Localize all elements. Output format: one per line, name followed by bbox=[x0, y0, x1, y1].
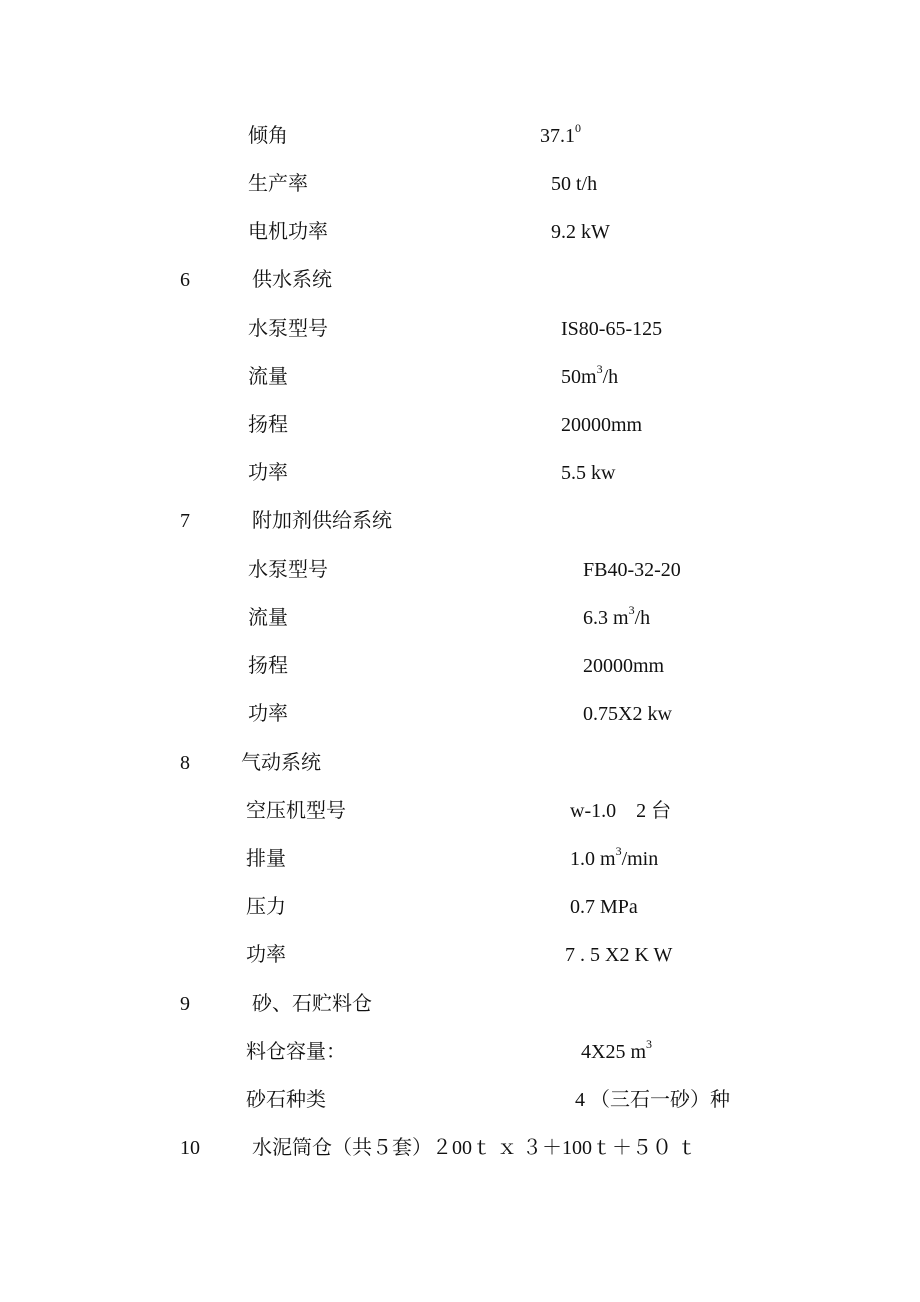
row-value: 0.75X2 kw bbox=[583, 703, 672, 725]
section-heading: 水泥筒仓（共５套）２00ｔ ｘ ３＋100ｔ＋５０ ｔ bbox=[252, 1137, 697, 1159]
row-value: w-1.0 2 台 bbox=[570, 800, 672, 822]
value-superscript: 0 bbox=[575, 121, 581, 136]
section-number: 6 bbox=[180, 269, 190, 291]
row-label: 砂石种类 bbox=[246, 1089, 326, 1111]
value-unit: /min bbox=[621, 848, 659, 870]
row-value: 9.2 kW bbox=[551, 221, 610, 243]
section-heading: 砂、石贮料仓 bbox=[252, 993, 372, 1015]
value-superscript: 3 bbox=[596, 362, 603, 377]
section-number: 7 bbox=[180, 510, 190, 532]
row-value bbox=[581, 1037, 652, 1064]
row-value bbox=[570, 844, 659, 871]
row-value bbox=[540, 121, 581, 148]
row-value: FB40-32-20 bbox=[583, 559, 681, 581]
value-text: 6.3 m bbox=[583, 607, 629, 629]
row-label: 扬程 bbox=[248, 414, 288, 436]
row-label: 流量 bbox=[248, 607, 288, 629]
row-value: 4 （三石一砂）种 bbox=[575, 1089, 730, 1111]
row-label: 料仓容量： bbox=[246, 1041, 346, 1063]
value-text: 4X25 m bbox=[581, 1041, 646, 1063]
section-heading: 气动系统 bbox=[241, 752, 321, 774]
value-superscript: 3 bbox=[615, 844, 622, 859]
row-label: 倾角 bbox=[248, 125, 288, 147]
value-superscript: 3 bbox=[646, 1037, 652, 1052]
section-heading: 供水系统 bbox=[252, 269, 332, 291]
row-value bbox=[583, 603, 651, 630]
row-label: 水泵型号 bbox=[248, 318, 328, 340]
row-label: 功率 bbox=[248, 462, 288, 484]
row-label: 扬程 bbox=[248, 655, 288, 677]
row-value: 5.5 kw bbox=[561, 462, 616, 484]
row-label: 流量 bbox=[248, 366, 288, 388]
row-value: 20000mm bbox=[583, 655, 665, 677]
row-label: 功率 bbox=[246, 944, 286, 966]
row-label: 功率 bbox=[248, 703, 288, 725]
row-label: 生产率 bbox=[248, 173, 308, 195]
row-label: 排量 bbox=[246, 848, 286, 870]
value-text: 1.0 m bbox=[570, 848, 616, 870]
row-value: 50 t/h bbox=[551, 173, 598, 195]
row-value: IS80-65-125 bbox=[561, 318, 663, 340]
section-number: 10 bbox=[180, 1137, 200, 1159]
row-value bbox=[561, 362, 619, 389]
section-number: 8 bbox=[180, 752, 190, 774]
row-label: 电机功率 bbox=[248, 221, 328, 243]
row-value: 7 . 5 X2 K W bbox=[565, 944, 673, 966]
value-unit: /h bbox=[634, 607, 651, 629]
value-unit: /h bbox=[602, 366, 619, 388]
row-label: 压力 bbox=[246, 896, 286, 918]
section-heading: 附加剂供给系统 bbox=[252, 510, 392, 532]
row-label: 水泵型号 bbox=[248, 559, 328, 581]
row-value: 0.7 MPa bbox=[570, 896, 638, 918]
row-label: 空压机型号 bbox=[246, 800, 346, 822]
section-number: 9 bbox=[180, 993, 190, 1015]
row-value: 20000mm bbox=[561, 414, 643, 436]
value-text: 37.1 bbox=[540, 125, 575, 147]
value-superscript: 3 bbox=[628, 603, 635, 618]
value-text: 50m bbox=[561, 366, 597, 388]
